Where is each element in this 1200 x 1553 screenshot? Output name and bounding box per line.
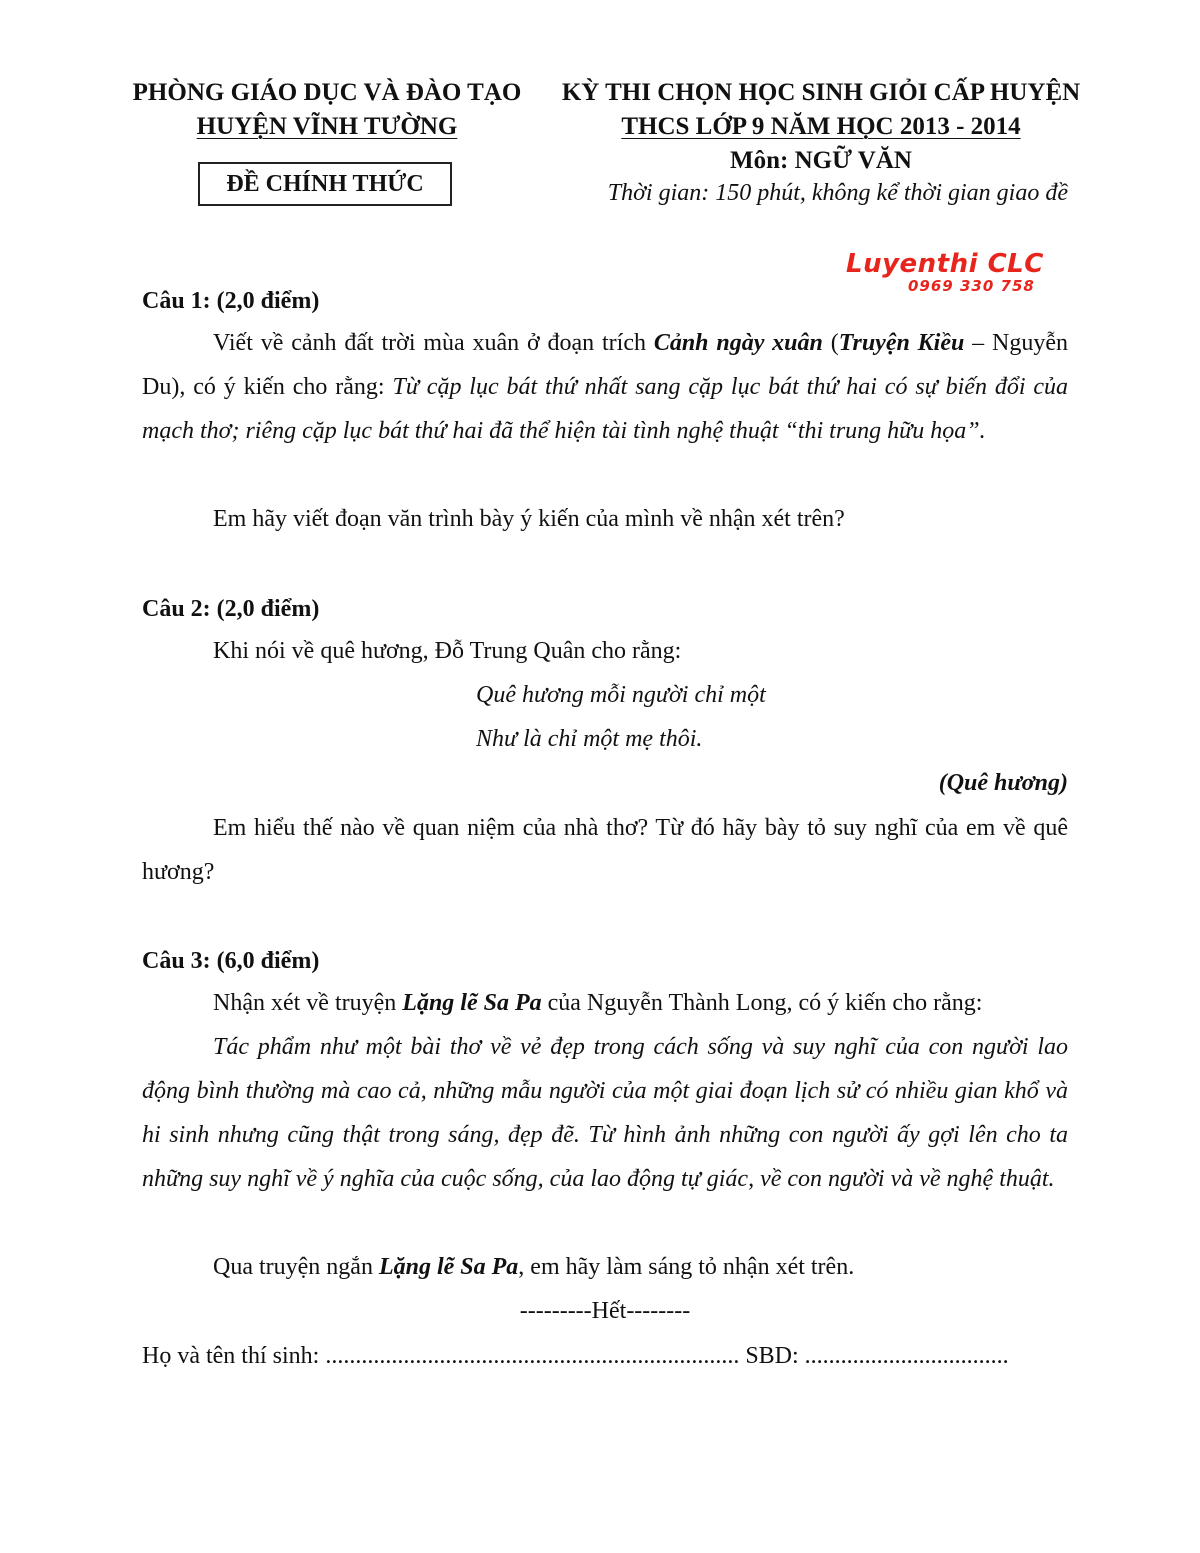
question-3-intro bbox=[142, 981, 1068, 1025]
q3-intro-b: của Nguyễn Thành Long, có ý kiến cho rằng: bbox=[541, 990, 983, 1016]
question-1-prompt bbox=[142, 321, 1068, 453]
district-name-text: HUYỆN VĨNH TƯỜNG bbox=[196, 113, 458, 140]
poem-line-1: Quê hương mỗi người chỉ một bbox=[476, 682, 766, 708]
question-2-intro: Khi nói về quê hương, Đỗ Trung Quân cho rằng: bbox=[213, 638, 682, 664]
watermark-phone: 0969 330 758 bbox=[908, 277, 1035, 295]
q3-task-a: Qua truyện ngắn bbox=[213, 1254, 379, 1280]
q1-quote: Từ cặp lục bát thứ nhất sang cặp lục bát thứ hai có sự biến đổi của mạch thơ; riêng cặp lục bát thứ hai đã thể hiện tài tình nghệ thuật “thi trung hữu họa”. bbox=[142, 374, 1069, 444]
q3-work-title: Lặng lẽ Sa Pa bbox=[402, 990, 542, 1016]
q3-intro-a: Nhận xét về truyện bbox=[213, 990, 403, 1016]
question-2-task: Em hiểu thế nào về quan niệm của nhà thơ? Từ đó hãy bày tỏ suy nghĩ của em về quê hương? bbox=[142, 815, 1068, 885]
q1-text-b: ( bbox=[822, 330, 839, 356]
q1-source-title: Truyện Kiều bbox=[838, 330, 965, 356]
department-name: PHÒNG GIÁO DỤC VÀ ĐÀO TẠO bbox=[132, 79, 522, 106]
q1-text-c: – Nguyễn Du), có ý kiến cho rằng: bbox=[142, 330, 1068, 400]
candidate-info-line: Họ và tên thí sinh: ..................................................................... SBD: .................................. bbox=[142, 1343, 1009, 1369]
question-3-title: Câu 3: (6,0 điểm) bbox=[142, 948, 320, 974]
q3-task-work-title: Lặng lẽ Sa Pa bbox=[378, 1254, 519, 1280]
exam-subject: Môn: NGỮ VĂN bbox=[730, 147, 912, 174]
q1-work-title: Cảnh ngày xuân bbox=[653, 330, 823, 356]
exam-grade-year bbox=[556, 110, 1086, 144]
exam-duration: Thời gian: 150 phút, không kể thời gian giao đề bbox=[607, 180, 1068, 206]
question-1-task: Em hãy viết đoạn văn trình bày ý kiến của mình về nhận xét trên? bbox=[213, 506, 845, 532]
question-1-title: Câu 1: (2,0 điểm) bbox=[142, 288, 320, 314]
q3-task-b: , em hãy làm sáng tỏ nhận xét trên. bbox=[518, 1254, 855, 1280]
question-3-task bbox=[142, 1245, 1068, 1289]
poem-line-2: Như là chỉ một mẹ thôi. bbox=[476, 726, 703, 752]
question-3-quote: Tác phẩm như một bài thơ về vẻ đẹp trong cách sống và suy nghĩ của con người lao động bình thường mà cao cả, những mẫu người của một giai đoạn lịch sử có nhiều gian khổ và hi sinh nhưng cũng thật trong sáng, đẹp đẽ. Từ hình ảnh những con người ấy gợi lên cho ta những suy nghĩ về ý nghĩa của cuộc sống, của lao động tự giác, về con người và về nghệ thuật. bbox=[142, 1034, 1068, 1192]
official-exam-badge: ĐỀ CHÍNH THỨC bbox=[198, 162, 452, 206]
district-name bbox=[128, 110, 526, 144]
watermark-brand: Luyenthi CLC bbox=[846, 249, 1044, 279]
exam-grade-year-text: THCS LỚP 9 NĂM HỌC 2013 - 2014 bbox=[621, 113, 1021, 140]
end-of-exam-mark: ---------Hết-------- bbox=[519, 1298, 691, 1324]
luyenthi-watermark-logo bbox=[846, 250, 1066, 294]
q1-text-a: Viết về cảnh đất trời mùa xuân ở đoạn trích bbox=[213, 330, 654, 356]
question-2-title: Câu 2: (2,0 điểm) bbox=[142, 596, 320, 622]
poem-source: (Quê hương) bbox=[938, 770, 1068, 796]
exam-title: KỲ THI CHỌN HỌC SINH GIỎI CẤP HUYỆN bbox=[561, 79, 1081, 106]
